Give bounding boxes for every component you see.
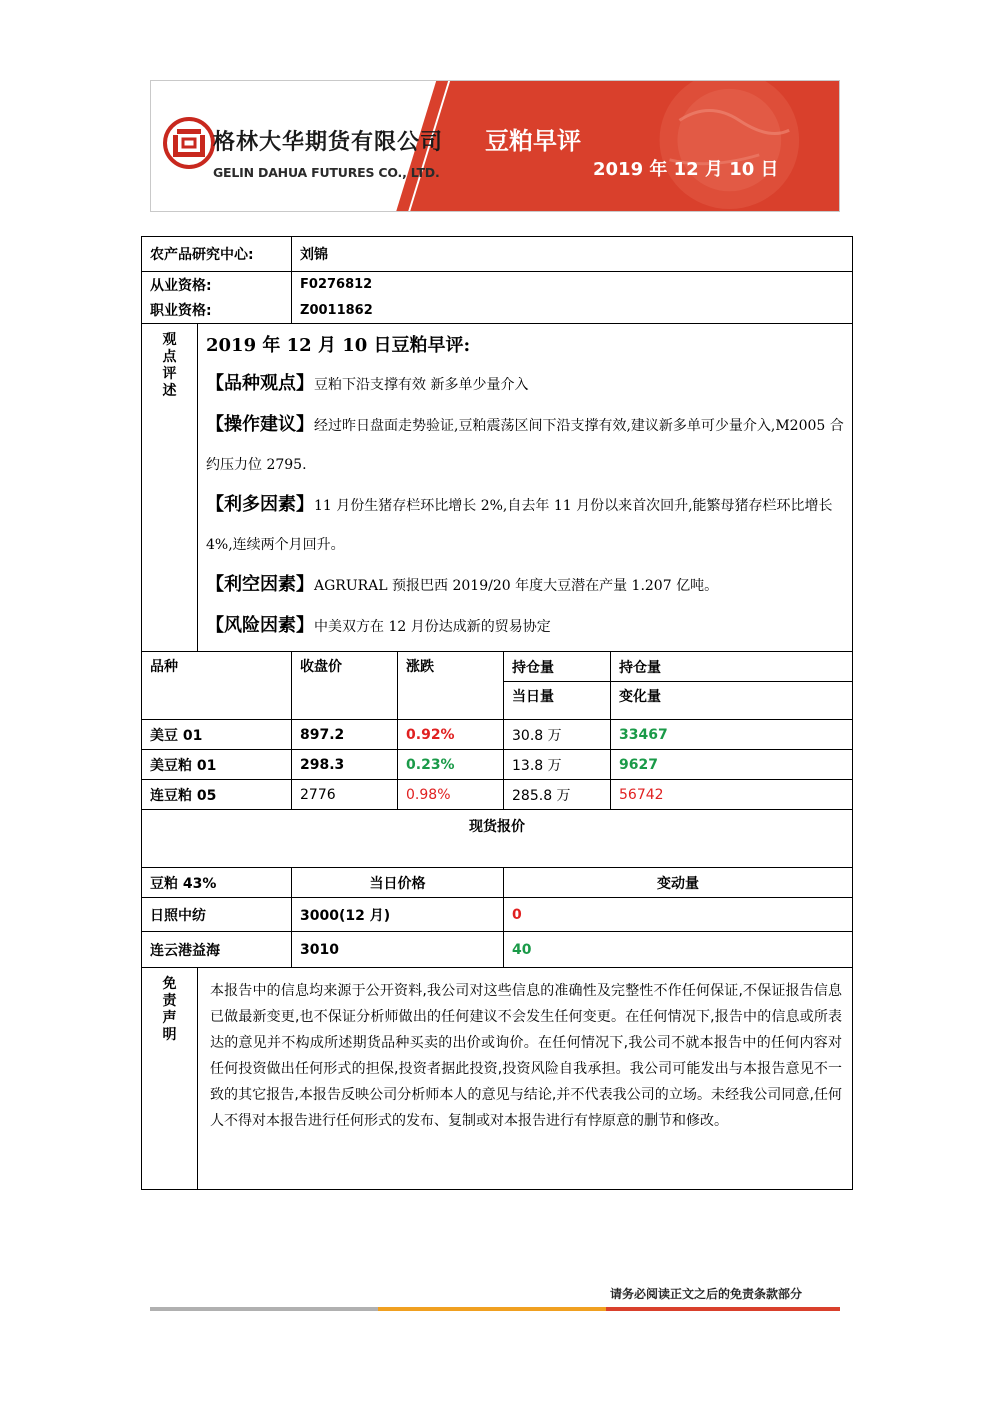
center-label: 农产品研究中心: (142, 237, 292, 272)
change-cell: 0.23% (398, 750, 504, 780)
header-close: 收盘价 (292, 652, 398, 720)
spot-title: 现货报价 (142, 810, 853, 868)
header-open-interest: 持仓量 (504, 652, 611, 682)
spot-header-variety: 豆粕 43% (142, 868, 292, 898)
oi-change-cell: 33467 (611, 720, 853, 750)
footer-bar-orange (378, 1307, 606, 1311)
disclaimer-row (142, 968, 853, 1190)
qualification-label: 从业资格: (142, 272, 292, 298)
info-row-qualification (142, 272, 853, 298)
header-open-interest-sub: 当日量 (504, 682, 611, 720)
spot-price: 3000(12 月) (292, 898, 504, 932)
table-row (142, 898, 853, 932)
commentary-side-label: 观 点 评 述 (142, 324, 198, 652)
change-cell: 0.98% (398, 780, 504, 810)
commentary-item: 【利多因素】11 月份生猪存栏环比增长 2%,自去年 11 月份以来首次回升,能繁母猪存栏环比增长 4%,连续两个月回升。 (206, 494, 833, 553)
company-logo-icon (163, 117, 215, 169)
table-row (142, 750, 853, 780)
disclaimer-text: 本报告中的信息均来源于公开资料,我公司对这些信息的准确性及完整性不作任何保证,不保证报告信息已做最新变更,也不保证分析师做出的任何建议不会发生任何变更。在任何情况下,报告中的信息或所表达的意见并不构成所述期货品种买卖的出价或询价。在任何情况下,我公司不就本报告中的任何内容对任何投资做出任何形式的担保,投资者据此投资,投资风险自我承担。我公司可能发出与本报告意见不一致的其它报告,本报告反映公司分析师本人的意见与结论,并不代表我公司的立场。未经我公司同意,任何人不得对本报告进行任何形式的发布、复制或对本报告进行有悖原意的删节和修改。 (198, 968, 853, 1190)
spot-location: 连云港益海 (142, 932, 292, 968)
commentary-item: 【操作建议】经过昨日盘面走势验证,豆粕震荡区间下沿支撑有效,建议新多单可少量介入,M2005 合约压力位 2795. (206, 414, 844, 473)
spot-header-row (142, 868, 853, 898)
spot-location: 日照中纺 (142, 898, 292, 932)
company-name-en: GELIN DAHUA FUTURES CO., LTD. (213, 165, 440, 180)
disclaimer-side-label: 免 责 声 明 (142, 968, 198, 1190)
header-oi-change-sub: 变化量 (611, 682, 853, 720)
commentary-item: 【品种观点】豆粕下沿支撑有效 新多单少量介入 (206, 373, 529, 394)
close-cell: 298.3 (292, 750, 398, 780)
company-name-cn: 格林大华期货有限公司 (213, 130, 444, 155)
info-row-center (142, 237, 853, 272)
table-row (142, 932, 853, 968)
open-interest-cell: 30.8 万 (504, 720, 611, 750)
info-row-professional (142, 298, 853, 324)
variety-cell: 美豆粕 01 (142, 750, 292, 780)
professional-label: 职业资格: (142, 298, 292, 324)
footer-note: 请务必阅读正文之后的免责条款部分 (610, 1287, 803, 1301)
report-table (141, 236, 853, 1190)
commentary-body (198, 324, 853, 652)
oi-change-cell: 56742 (611, 780, 853, 810)
header-variety: 品种 (142, 652, 292, 720)
futures-header-row (142, 652, 853, 682)
header-change: 涨跌 (398, 652, 504, 720)
header-oi-change: 持仓量 (611, 652, 853, 682)
variety-cell: 美豆 01 (142, 720, 292, 750)
spot-price: 3010 (292, 932, 504, 968)
table-row (142, 720, 853, 750)
table-row (142, 780, 853, 810)
spot-title-row (142, 810, 853, 868)
footer-bar-gray (150, 1307, 378, 1311)
analyst-name: 刘锦 (292, 237, 853, 272)
spot-change: 0 (504, 898, 853, 932)
change-cell: 0.92% (398, 720, 504, 750)
header-banner (150, 80, 840, 212)
spot-header-change: 变动量 (504, 868, 853, 898)
spot-change: 40 (504, 932, 853, 968)
commentary-row (142, 324, 853, 652)
spot-header-price: 当日价格 (292, 868, 504, 898)
report-date: 2019 年 12 月 10 日 (593, 159, 779, 180)
close-cell: 2776 (292, 780, 398, 810)
report-title: 豆粕早评 (485, 127, 581, 155)
professional-value: Z0011862 (292, 298, 853, 324)
variety-cell: 连豆粕 05 (142, 780, 292, 810)
qualification-value: F0276812 (292, 272, 853, 298)
oi-change-cell: 9627 (611, 750, 853, 780)
commentary-heading: 2019 年 12 月 10 日豆粕早评: (206, 335, 471, 356)
footer-bar-red (606, 1307, 840, 1311)
commentary-item: 【风险因素】中美双方在 12 月份达成新的贸易协定 (206, 615, 551, 636)
open-interest-cell: 285.8 万 (504, 780, 611, 810)
close-cell: 897.2 (292, 720, 398, 750)
commentary-item: 【利空因素】AGRURAL 预报巴西 2019/20 年度大豆潜在产量 1.207 亿吨。 (206, 574, 719, 595)
open-interest-cell: 13.8 万 (504, 750, 611, 780)
